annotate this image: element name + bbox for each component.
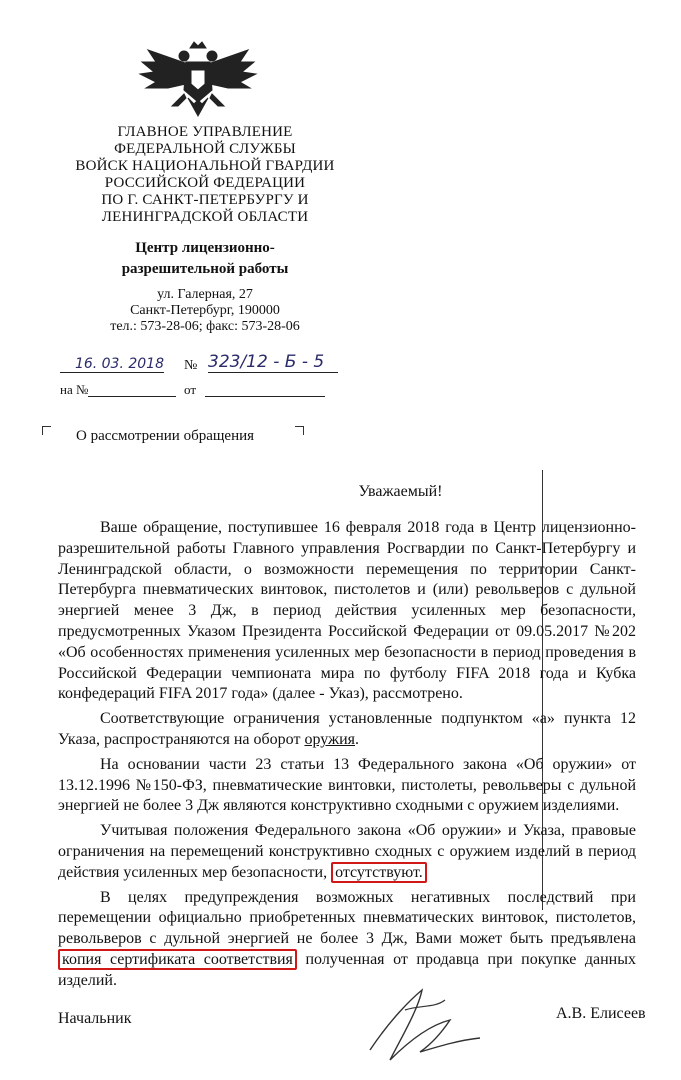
paragraph-3: На основании части 23 статьи 13 Федерального закона «Об оружии» от 13.12.1996 №150-ФЗ, пневматические винтовки, пистолеты, револьверы с дульной энергией не более 3 Дж являются конструктивно сходными с оружием изделиями. — [58, 755, 636, 815]
address-line: Санкт-Петербург, 190000 — [130, 303, 280, 318]
paragraph-text: . — [355, 730, 359, 748]
org-line: ВОЙСК НАЦИОНАЛЬНОЙ ГВАРДИИ — [75, 158, 335, 174]
reference-line — [60, 380, 360, 404]
subject-line: О рассмотрении обращения — [76, 428, 255, 444]
reference-date-label: от — [184, 382, 197, 397]
paragraph-text: Учитывая положения Федерального закона «Об оружии» и Указа, правовые ограничения на перемещений конструктивно сходных с оружием изделий в период действия усиленных мер безопасности, — [58, 822, 636, 881]
org-line: ПО Г. САНКТ-ПЕТЕРБУРГУ И — [101, 192, 309, 208]
reference-date-blank — [205, 380, 325, 397]
outgoing-date: 16. 03. 2018 — [60, 356, 164, 373]
highlighted-phrase: копия сертификата соответствия — [58, 949, 297, 970]
reference-number-blank — [88, 380, 176, 397]
department-line: Центр лицензионно- — [135, 240, 275, 256]
underlined-word: оружия — [304, 730, 355, 748]
phone-fax-line: тел.: 573-28-06; факс: 573-28-06 — [110, 319, 300, 334]
paragraph-1: Ваше обращение, поступившее 16 февраля 2018 года в Центр лицензионно-разрешительной работы Главного управления Росгвардии по Санкт-Петербургу и Ленинградской области, о возможности перемещения по территории Санкт-Петербурга пневматических винтовок, пистолетов и (или) револьверов с дульной энергией менее 3 Дж, в период действия усиленных мер безопасности, предусмотренных Указом Президента Российской Федерации от 09.05.2017 №202 «Об особенностях применения усиленных мер безопасности в период проведения в Российской Федерации чемпионата мира по футболу FIFA 2018 года и Кубка конфедераций FIFA 2017 года» (далее - Указ), рассмотрено. — [58, 519, 636, 703]
signer-name: А.В. Елисеев — [556, 1005, 646, 1022]
number-label: № — [184, 358, 198, 373]
paragraph-text: полученная от продавца при покупке данных изделий. — [58, 950, 636, 989]
org-line: РОССИЙСКОЙ ФЕДЕРАЦИИ — [104, 175, 306, 191]
paragraph-text: В целях предупреждения возможных негативных последствий при перемещении официально приобретенных пневматических винтовок, пистолетов, револьверов с дульной энергией не более 3 Дж, Вами может быть предъявлена — [58, 888, 636, 948]
greeting: Уважаемый! — [358, 483, 443, 500]
paragraph-text: Соответствующие ограничения установленные подпунктом «а» пункта 12 Указа, распространяются на оборот — [58, 710, 636, 748]
org-line: ФЕДЕРАЛЬНОЙ СЛУЖБЫ — [114, 141, 296, 157]
subject-bracket-right — [295, 426, 304, 435]
highlighted-phrase: отсутствуют. — [331, 862, 427, 883]
reference-number-label: на № — [60, 382, 89, 397]
eagle-emblem-icon — [128, 40, 268, 130]
department-name — [80, 238, 330, 280]
paragraph-4 — [58, 821, 636, 883]
registration-line — [60, 352, 360, 382]
organization-name — [60, 124, 350, 226]
department-line: разрешительной работы — [121, 261, 289, 277]
address-block — [80, 287, 330, 335]
subject-bracket-left — [42, 426, 51, 435]
paragraph-5 — [58, 888, 636, 992]
org-line: ЛЕНИНГРАДСКОЙ ОБЛАСТИ — [101, 209, 309, 225]
outgoing-number: 323/12 - Б - 5 — [208, 352, 338, 373]
address-line: ул. Галерная, 27 — [157, 287, 253, 302]
letter-body — [58, 518, 636, 996]
signer-title: Начальник — [58, 1010, 132, 1027]
org-line: ГЛАВНОЕ УПРАВЛЕНИЕ — [117, 124, 293, 140]
paragraph-2 — [58, 709, 636, 751]
handwritten-signature-icon — [360, 980, 490, 1070]
